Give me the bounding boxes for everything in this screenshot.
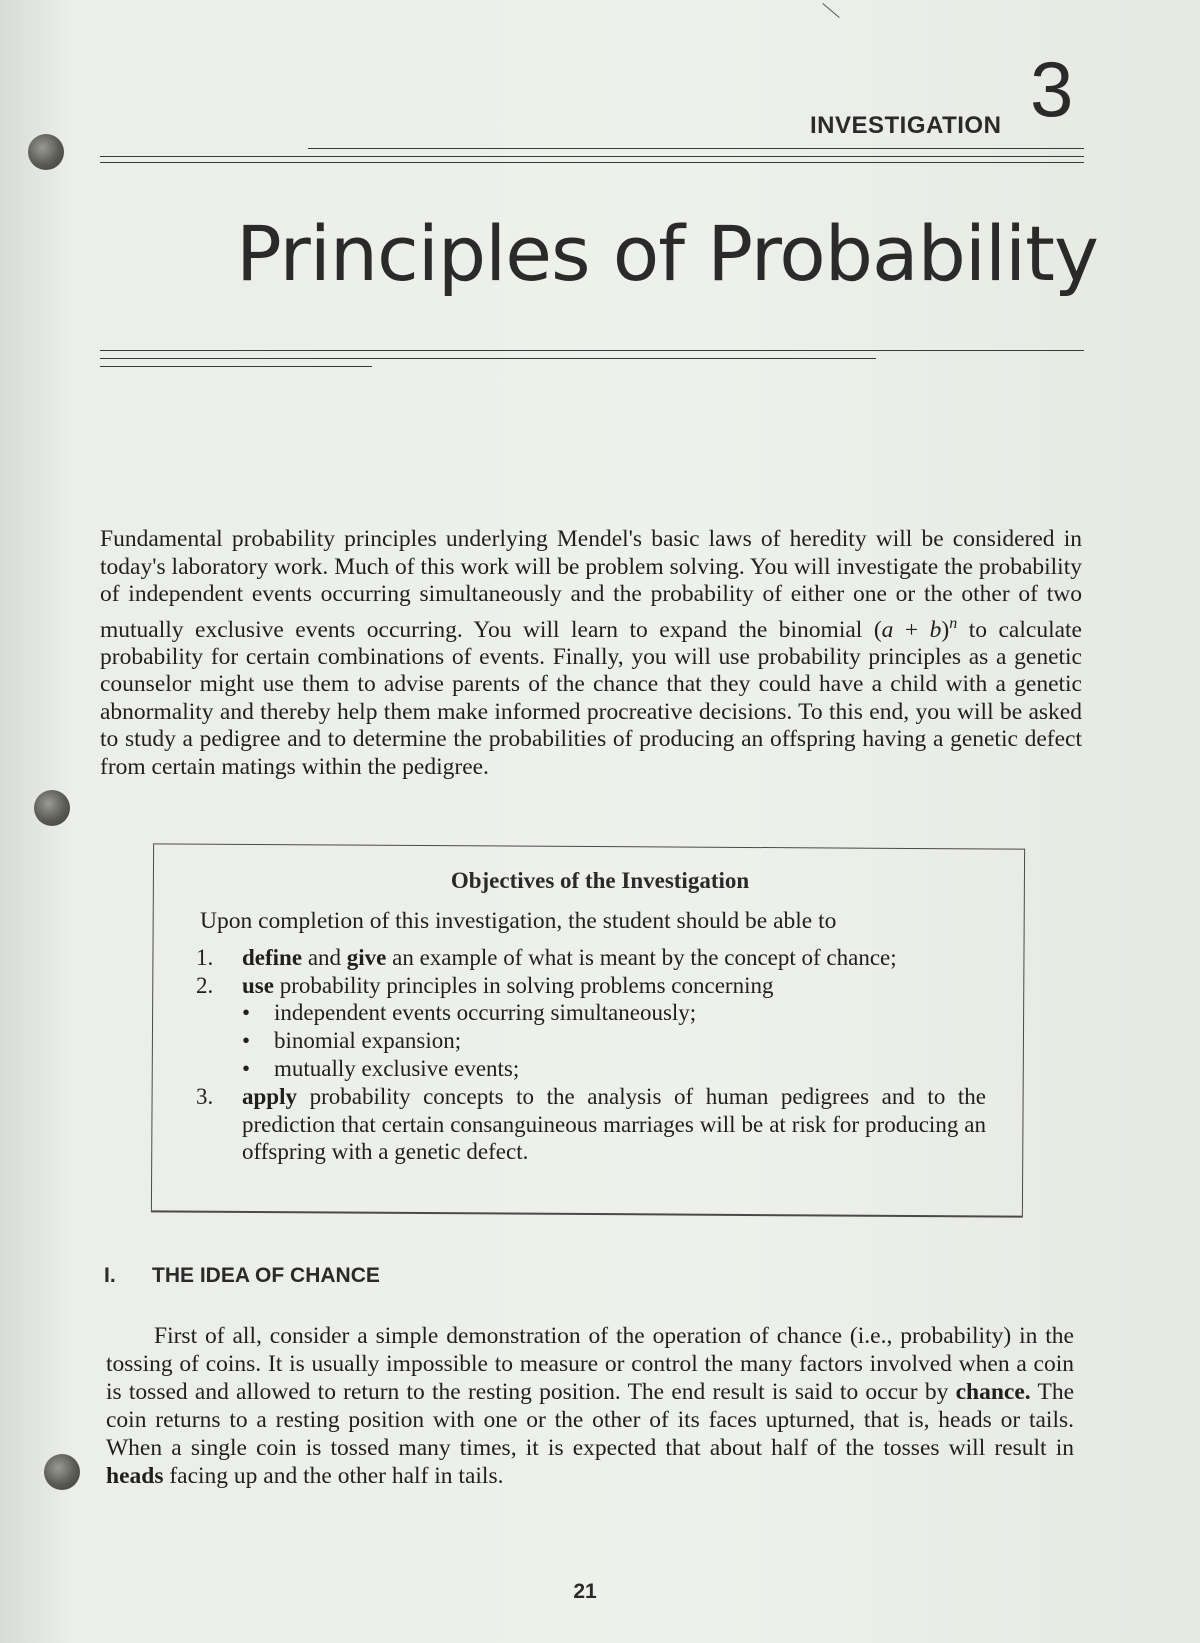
section-paragraph: First of all, consider a simple demonstration of the operation of chance (i.e., probability) in the tossing of coins. It is usually impossible to measure or control the many factors involved when a coin is tossed and allowed to return to the resting position. The end result is said to occur by chance. The coin returns to a resting position with one or the other of its faces upturned, that is, heads or tails. When a single coin is tossed many times, it is expected that about half of the tosses will result in heads facing up and the other half in tails. <box>106 1323 1074 1489</box>
objective-number: 1. <box>196 945 214 970</box>
title-rule-2 <box>100 358 876 359</box>
binder-hole-bottom <box>44 1454 80 1490</box>
objective-item-2: 2. use probability principles in solving problems concerning • independent events occurring simultaneously; • binomial expansion; • mutually exclusive events; <box>196 972 986 1084</box>
section-heading <box>104 1264 380 1288</box>
investigation-number: 3 <box>1030 45 1074 133</box>
objective-number: 2. <box>196 972 214 998</box>
objective-item-1: 1. define and give an example of what is meant by the concept of chance; <box>196 945 897 970</box>
objective-verb-2: give <box>346 945 387 970</box>
intro-paragraph: Fundamental probability principles underlying Mendel's basic laws of heredity will be considered in today's laboratory work. Much of this work will be problem solving. You will investigate the probability of independent events occurring simultaneously and the probability of either one or the other of two mutually exclusive events occurring. You will learn to expand the binomial $(a + b)^n$ to calculate probability for certain combinations of events. Finally, you will use probability principles as a genetic counselor might use them to advise parents of the chance that they could have a child with a genetic abnormality and thereby help them make informed procreative decisions. To this end, you will be asked to study a pedigree and to determine the probabilities of producing an offspring having a genetic defect from certain matings within the pedigree. <box>100 526 1082 780</box>
objective-sublist <box>242 999 986 1083</box>
objectives-intro: Upon completion of this investigation, the student should be able to <box>200 908 837 934</box>
binder-hole-middle <box>34 790 70 826</box>
title-rule-3 <box>100 366 372 367</box>
header-rule-top <box>308 148 1084 149</box>
page-number: 21 <box>573 1580 597 1603</box>
sub-item: • independent events occurring simultaneously; <box>242 1000 697 1025</box>
objective-verb: use <box>242 972 274 998</box>
objectives-title: Objectives of the Investigation <box>450 868 750 893</box>
binder-hole-top <box>28 134 64 170</box>
section-numeral: I. <box>104 1264 116 1287</box>
title-rule-1 <box>100 350 1084 351</box>
section-title: THE IDEA OF CHANCE <box>152 1264 380 1287</box>
objective-number: 3. <box>196 1084 214 1109</box>
objectives-list <box>196 944 986 1166</box>
bullet-icon: • <box>242 1000 251 1025</box>
objective-item-3: 3. apply probability concepts to the analysis of human pedigrees and to the prediction that certain consanguineous marriages will be at risk for producing an offspring with a genetic defect. <box>196 1084 986 1164</box>
header-rule-bottom <box>100 156 1084 157</box>
objective-verb: define <box>242 945 303 970</box>
page-title: Principles of Probability <box>236 209 1098 298</box>
investigation-label: INVESTIGATION <box>810 112 1002 139</box>
bullet-icon: • <box>242 1028 251 1053</box>
sub-item: • mutually exclusive events; <box>242 1056 520 1081</box>
bullet-icon: • <box>242 1056 251 1081</box>
objective-verb: apply <box>242 1084 297 1109</box>
header-rule-third <box>100 162 1084 163</box>
sub-item: • binomial expansion; <box>242 1028 462 1053</box>
